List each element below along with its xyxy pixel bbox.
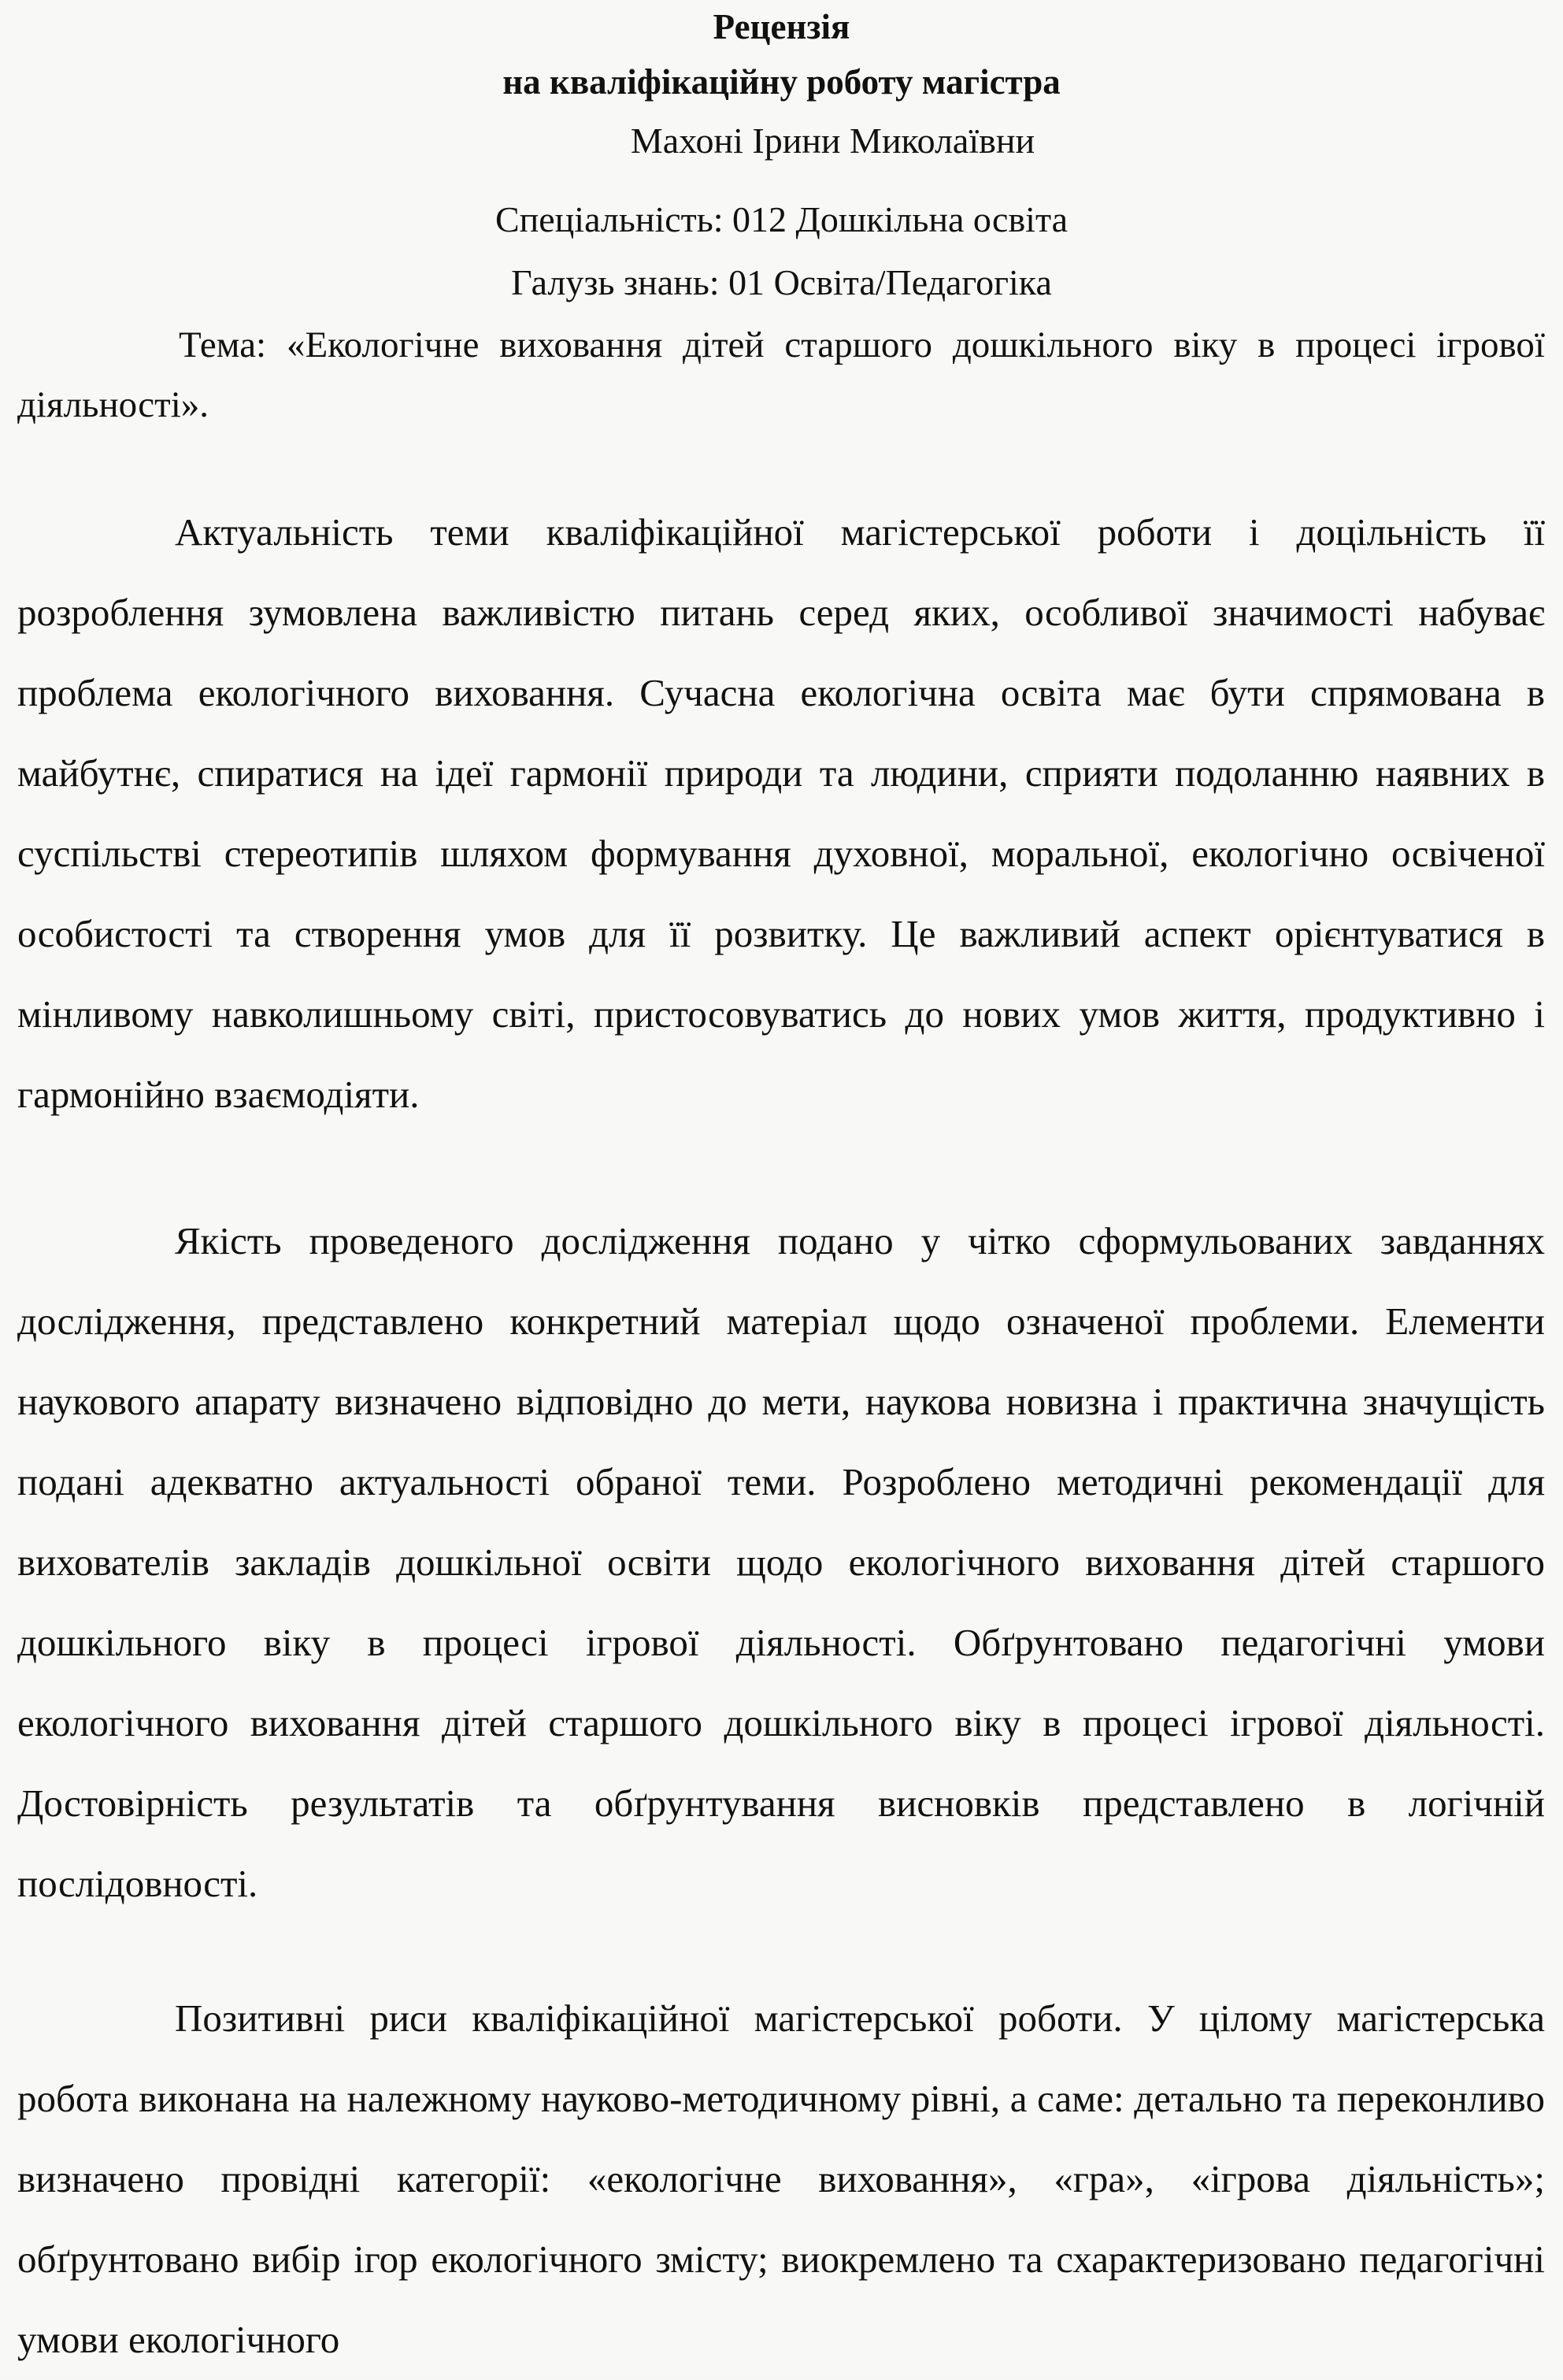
- paragraph-research-quality: Якість проведеного дослідження подано у чітко сформульованих завданнях дослідження, представлено конкретний матеріал щодо означеної проблеми. Елементи наукового апарату визначено відповідно до мети, наукова новизна і практична значущість подані адекватно актуальності обраної теми. Розроблено методичні рекомендації для вихователів закладів дошкільної освіти щодо екологічного виховання дітей старшого дошкільного віку в процесі ігрової діяльності. Обґрунтовано педагогічні умови екологічного виховання дітей старшого дошкільного віку в процесі ігрової діяльності. Достовірність результатів та обґрунтування висновків представлено в логічній послідовності.: [17, 1219, 1545, 1905]
- author-name: Махоні Ірини Миколаївни: [630, 120, 1035, 161]
- review-subtitle: на кваліфікаційну роботу магістра: [502, 62, 1061, 102]
- specialty-line: Спеціальність: 012 Дошкільна освіта: [494, 199, 1069, 239]
- review-title: Рецензія: [713, 7, 850, 46]
- field-of-knowledge-line: Галузь знань: 01 Освіта/Педагогіка: [511, 262, 1052, 302]
- paragraph-relevance: Актуальність теми кваліфікаційної магістерської роботи і доцільність її розроблення зумовлена важливістю питань серед яких, особливої значимості набуває проблема екологічного виховання. Сучасна екологічна освіта має бути спрямована в майбутнє, спиратися на ідеї гармонії природи та людини, сприяти подоланню наявних в суспільстві стереотипів шляхом формування духовної, моральної, екологічно освіченої особистості та створення умов для її розвитку. Це важливий аспект орієнтуватися в мінливому навколишньому світі, пристосовуватись до нових умов життя, продуктивно і гармонійно взаємодіяти.: [17, 510, 1545, 1116]
- thesis-theme: Тема: «Екологічне виховання дітей старшого дошкільного віку в процесі ігрової діяльності».: [17, 324, 1545, 425]
- paragraph-positive-features: Позитивні риси кваліфікаційної магістерської роботи. У цілому магістерська робота виконана на належному науково-методичному рівні, а саме: детально та переконливо визначено провідні категорії: «екологічне виховання», «гра», «ігрова діяльність»; обґрунтовано вибір ігор екологічного змісту; виокремлено та схарактеризовано педагогічні умови екологічного: [17, 1996, 1545, 2361]
